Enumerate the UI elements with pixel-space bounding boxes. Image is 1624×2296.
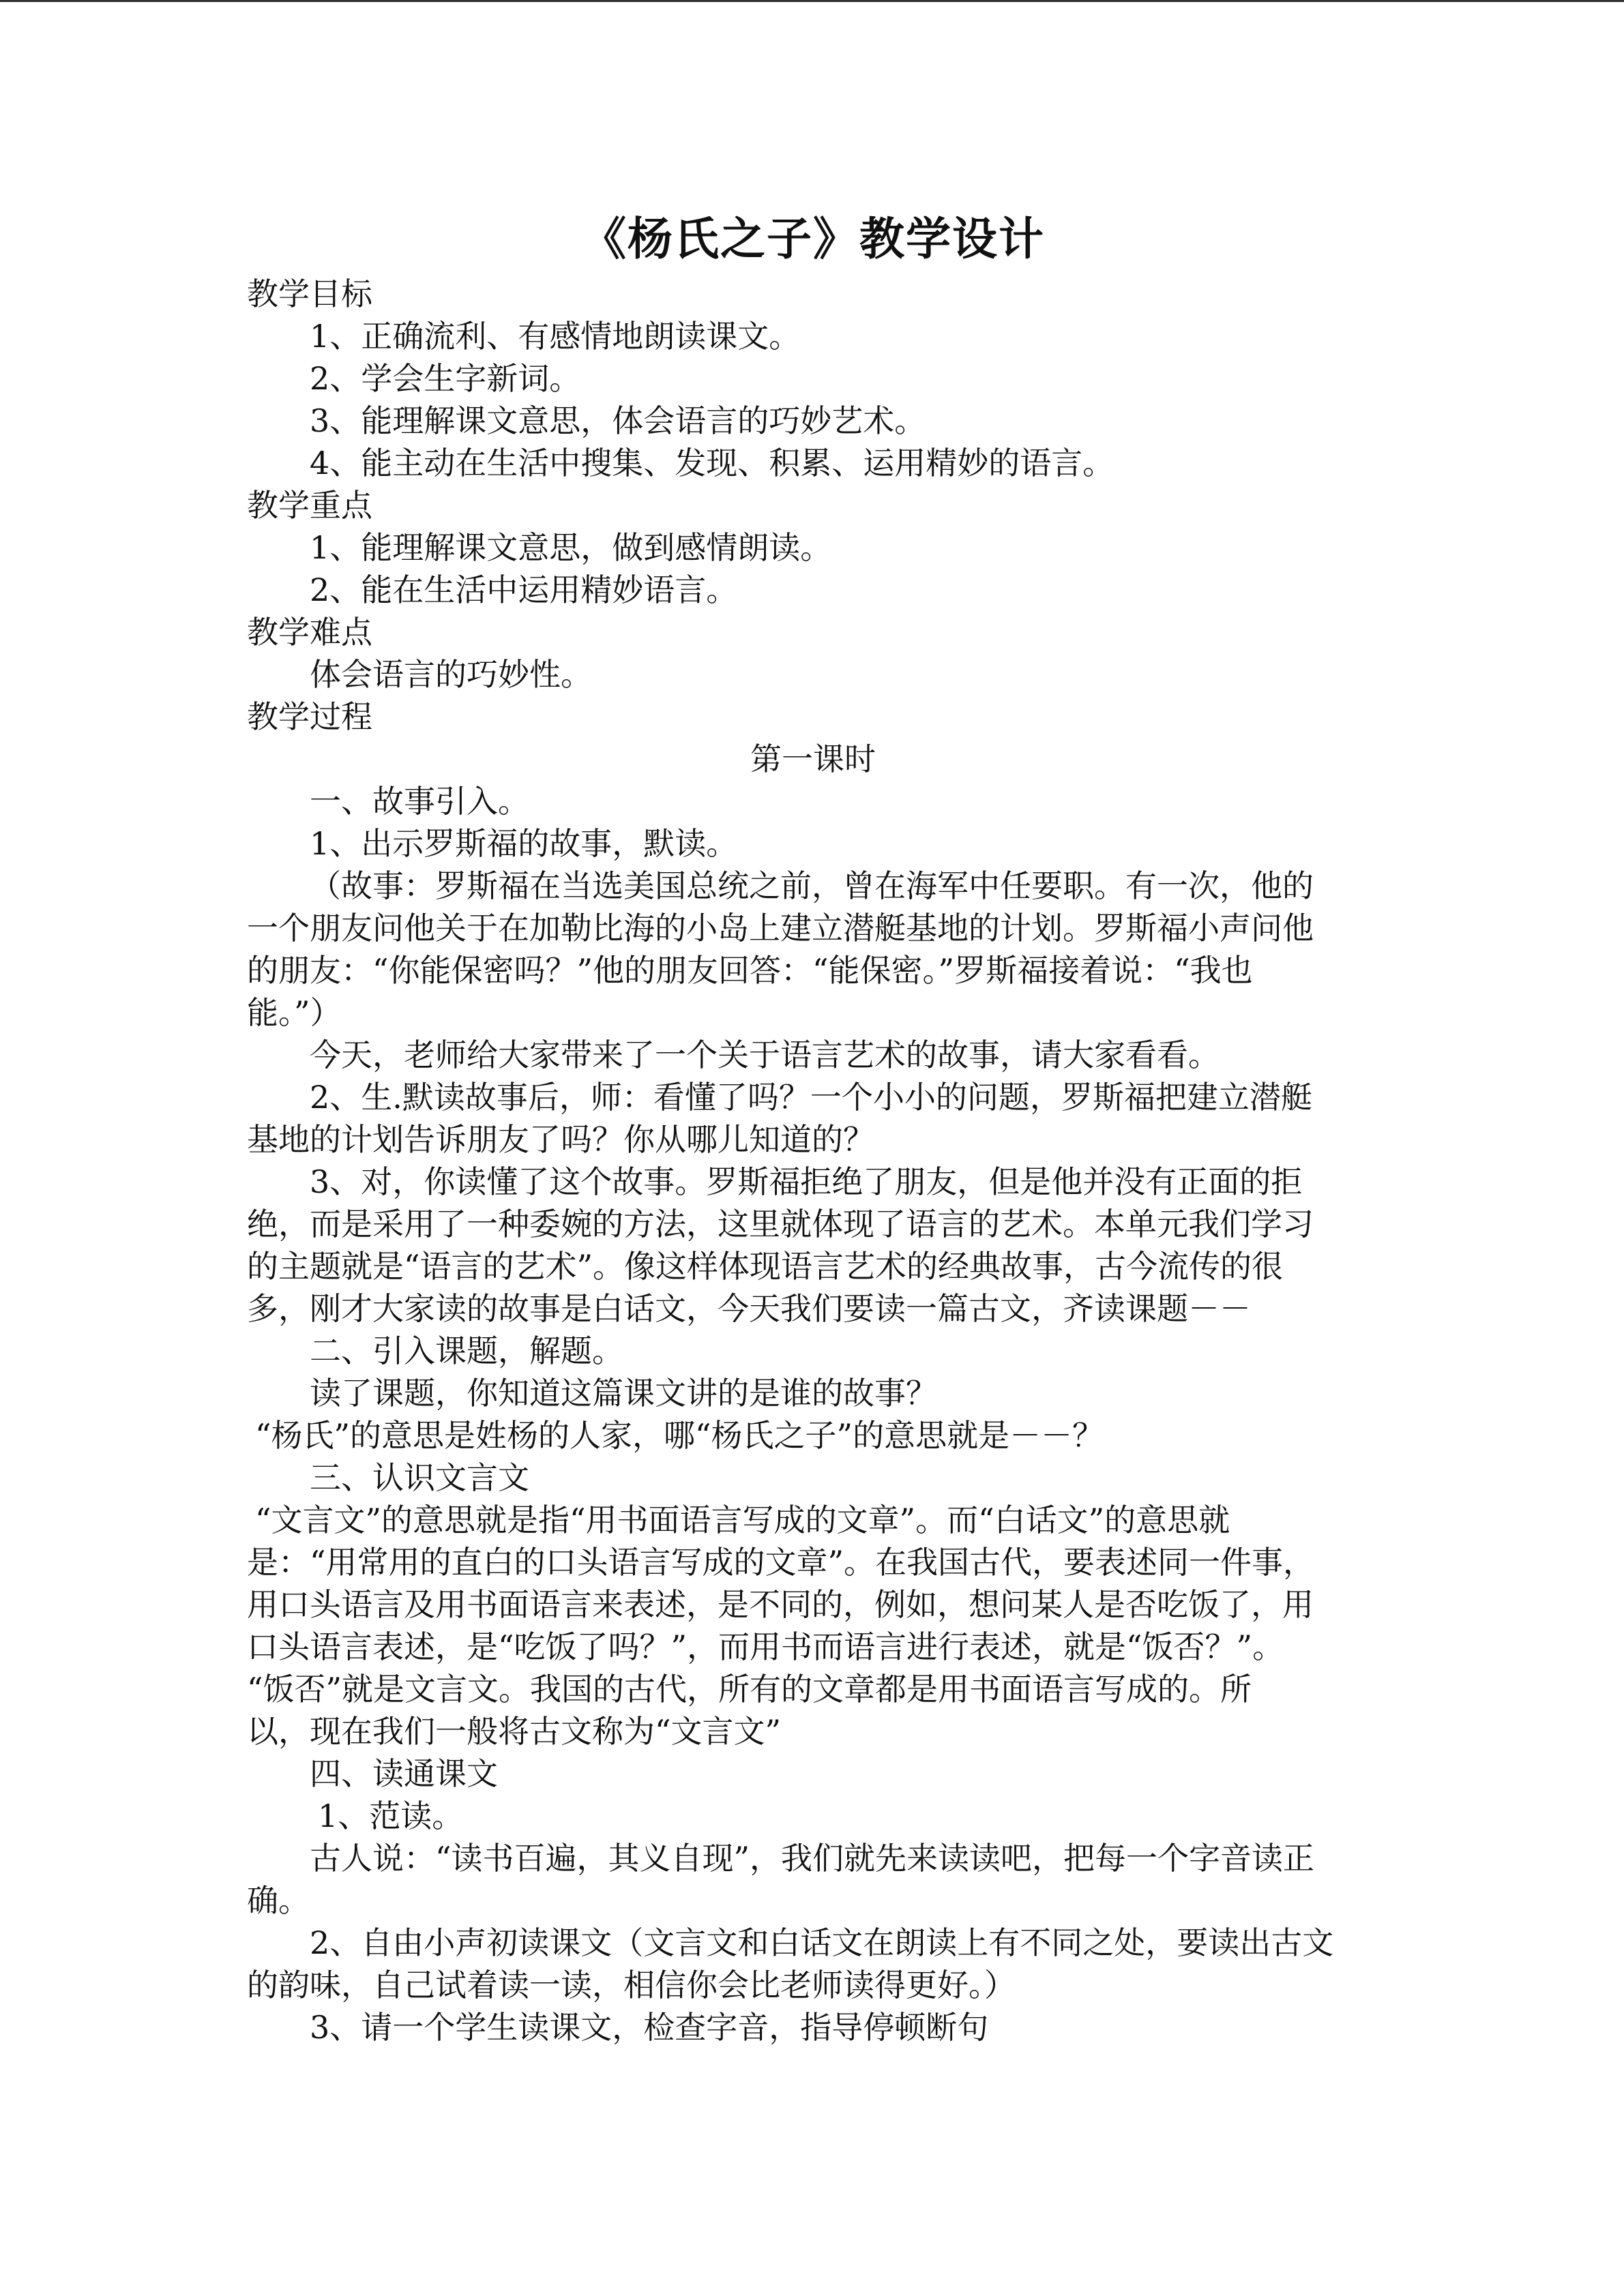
body-text-line: 是：“用常用的直白的口头语言写成的文章”。在我国古代，要表述同一件事， bbox=[247, 1544, 1315, 1581]
key-point-item: 1、能理解课文意思，做到感情朗读。 bbox=[310, 529, 832, 566]
body-text-line: 口头语言表述，是“吃饭了吗？”，而用书而语言进行表述，就是“饭否？”。 bbox=[247, 1628, 1284, 1665]
body-text-line: 的韵味，自己试着读一读，相信你会比老师读得更好。） bbox=[247, 1967, 1016, 2003]
story-text-line: 能。”） bbox=[247, 994, 342, 1031]
section-heading-objectives: 教学目标 bbox=[247, 275, 372, 312]
page-top-border bbox=[0, 0, 1624, 2]
body-text-line: 的主题就是“语言的艺术”。像这样体现语言艺术的经典故事，古今流传的很 bbox=[247, 1248, 1284, 1285]
body-text-line: 用口头语言及用书面语言来表述，是不同的，例如，想问某人是否吃饭了，用 bbox=[247, 1586, 1314, 1623]
objective-item: 4、能主动在生活中搜集、发现、积累、运用精妙的语言。 bbox=[310, 445, 1114, 481]
body-text-line: “杨氏”的意思是姓杨的人家，哪“杨氏之子”的意思就是－－？ bbox=[255, 1417, 1104, 1454]
key-point-item: 2、能在生活中运用精妙语言。 bbox=[310, 571, 738, 608]
story-text-line: 一个朋友问他关于在加勒比海的小岛上建立潜艇基地的计划。罗斯福小声问他 bbox=[247, 910, 1314, 946]
step-heading: 三、认识文言文 bbox=[310, 1459, 529, 1496]
body-text-line: 3、请一个学生读课文，检查字音，指导停顿断句 bbox=[310, 2009, 989, 2046]
objective-item: 3、能理解课文意思，体会语言的巧妙艺术。 bbox=[310, 402, 926, 439]
body-text-line: 2、自由小声初读课文（文言文和白话文在朗读上有不同之处，要读出古文 bbox=[310, 1924, 1334, 1961]
section-heading-difficulties: 教学难点 bbox=[247, 614, 372, 651]
body-text-line: 多，刚才大家读的故事是白话文，今天我们要读一篇古文，齐读课题－－ bbox=[247, 1290, 1251, 1327]
lesson-period-heading: 第一课时 bbox=[750, 741, 876, 777]
body-text-line: “文言文”的意思就是指“用书面语言写成的文章”。而“白话文”的意思就 bbox=[255, 1502, 1230, 1538]
body-text-line: 确。 bbox=[247, 1882, 310, 1919]
step-heading: 一、故事引入。 bbox=[310, 783, 529, 820]
document-page bbox=[247, 205, 1379, 2048]
body-text-line: 3、对，你读懂了这个故事。罗斯福拒绝了朋友，但是他并没有正面的拒 bbox=[310, 1163, 1303, 1200]
body-text-line: 古人说：“读书百遍，其义自现”，我们就先来读读吧，把每一个字音读正 bbox=[310, 1840, 1315, 1877]
document-title: 《杨氏之子》教学设计 bbox=[581, 212, 1045, 265]
body-text-line: 今天，老师给大家带来了一个关于语言艺术的故事，请大家看看。 bbox=[310, 1037, 1220, 1073]
body-text-line: “饭否”就是文言文。我国的古代，所有的文章都是用书面语言写成的。所 bbox=[247, 1671, 1252, 1708]
body-text-line: 2、生.默读故事后，师：看懂了吗？一个小小的问题，罗斯福把建立潜艇 bbox=[310, 1079, 1312, 1116]
body-text-line: 1、范读。 bbox=[318, 1798, 464, 1834]
difficulty-item: 体会语言的巧妙性。 bbox=[310, 656, 592, 693]
body-text-line: 基地的计划告诉朋友了吗？你从哪儿知道的？ bbox=[247, 1121, 874, 1158]
section-heading-process: 教学过程 bbox=[247, 698, 372, 735]
body-text-line: 绝，而是采用了一种委婉的方法，这里就体现了语言的艺术。本单元我们学习 bbox=[247, 1206, 1314, 1242]
objective-item: 2、学会生字新词。 bbox=[310, 360, 581, 397]
body-text-line: 读了课题，你知道这篇课文讲的是谁的故事？ bbox=[310, 1375, 937, 1412]
story-text-line: 的朋友：“你能保密吗？”他的朋友回答：“能保密。”罗斯福接着说：“我也 bbox=[247, 952, 1253, 989]
story-text-line: （故事：罗斯福在当选美国总统之前，曾在海军中任要职。有一次，他的 bbox=[310, 867, 1314, 904]
body-text-line: 1、出示罗斯福的故事，默读。 bbox=[310, 825, 738, 862]
body-text-line: 以，现在我们一般将古文称为“文言文” bbox=[247, 1713, 782, 1750]
step-heading: 四、读通课文 bbox=[310, 1755, 498, 1792]
section-heading-key-points: 教学重点 bbox=[247, 487, 372, 524]
objective-item: 1、正确流利、有感情地朗读课文。 bbox=[310, 318, 801, 355]
step-heading: 二、引入课题，解题。 bbox=[310, 1332, 623, 1369]
